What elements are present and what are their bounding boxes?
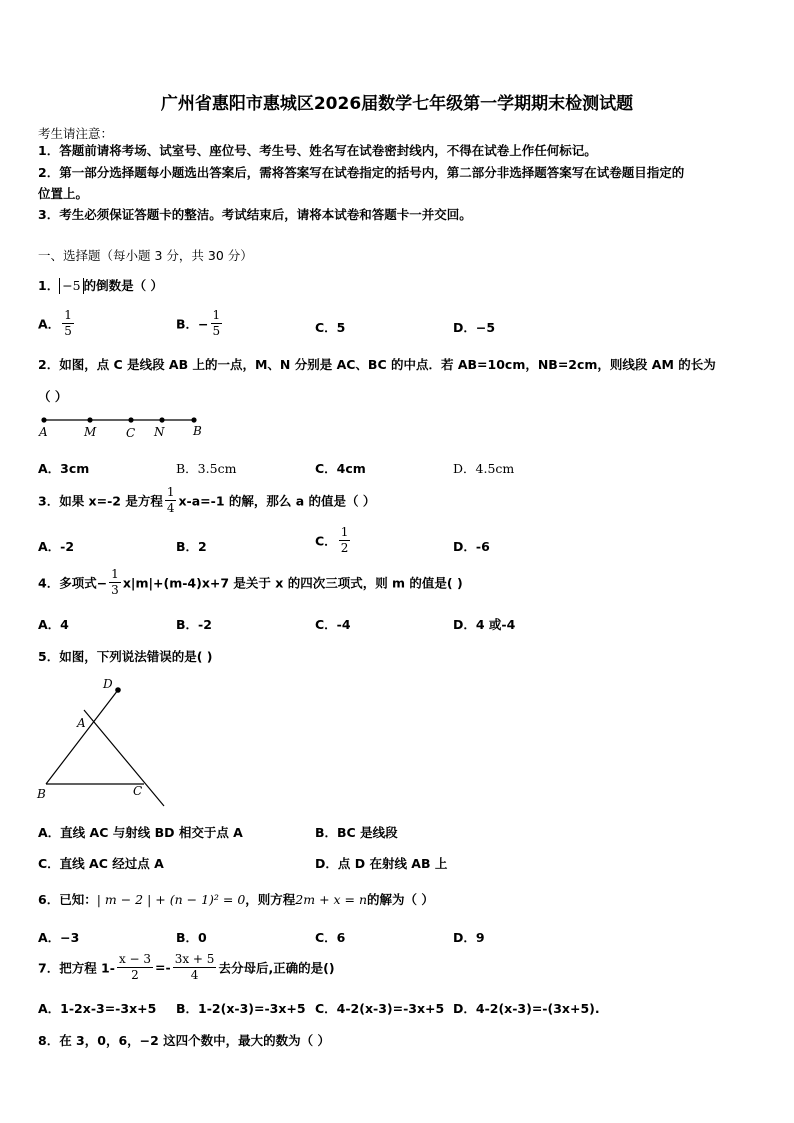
notice-item-2: 2．第一部分选择题每小题选出答案后，需将答案写在试卷指定的括号内，第二部分非选择题答案写在试卷题目指定的 <box>38 165 685 180</box>
point-label-m: M <box>84 425 97 439</box>
q4-option-d: D．4 或-4 <box>453 617 516 632</box>
q4-option-b: B．-2 <box>176 617 212 632</box>
q4-option-c: C．-4 <box>315 617 351 632</box>
point-label-c: C <box>133 784 143 798</box>
page-title: 广州省惠阳市惠城区2026届数学七年级第一学期期末检测试题 <box>160 94 634 114</box>
notice-item-3: 3．考生必须保证答题卡的整洁。考试结束后，请将本试卷和答题卡一并交回。 <box>38 207 472 222</box>
q1-option-c: C．5 <box>315 320 346 335</box>
notice-item-1: 1．答题前请将考场、试室号、座位号、考生号、姓名写在试卷密封线内，不得在试卷上作任何标记。 <box>38 143 597 158</box>
q2-option-d: D．4.5cm <box>453 461 515 476</box>
q7-option-c: C．4-2(x-3)=-3x+5 <box>315 1001 445 1016</box>
q1-option-b: B．− $\frac{1}{5}$ <box>176 308 221 338</box>
point-label-b: B <box>193 424 202 438</box>
q4-option-a: A．4 <box>38 617 69 632</box>
notice-heading: 考生请注意： <box>38 126 114 141</box>
q3-option-b: B．2 <box>176 539 207 554</box>
point-label-c: C <box>126 426 136 440</box>
q2-option-b: B．3.5cm <box>176 461 237 476</box>
q6-option-c: C．6 <box>315 930 346 945</box>
q3-option-c: C． $\frac{1}{2}$ <box>315 525 349 555</box>
point-label-a: A <box>39 425 48 439</box>
q2-option-c: C．4cm <box>315 461 366 476</box>
q5-option-b: B．BC 是线段 <box>315 825 398 840</box>
q5-option-c: C．直线 AC 经过点 A <box>38 856 164 871</box>
question-5: 5．如图，下列说法错误的是( ) <box>38 649 213 664</box>
point-label-b: B <box>37 787 46 801</box>
absolute-value: −5 <box>59 278 83 294</box>
question-text: 的倒数是（ ） <box>83 278 163 293</box>
q3-option-a: A．-2 <box>38 539 75 554</box>
question-8: 8．在 3，0，6，−2 这四个数中，最大的数为（ ） <box>38 1033 331 1048</box>
question-2-paren: （ ） <box>38 389 68 404</box>
notice-item-2-cont: 位置上。 <box>38 186 89 201</box>
q5-option-a: A．直线 AC 与射线 BD 相交于点 A <box>38 825 243 840</box>
q2-option-a: A．3cm <box>38 461 90 476</box>
question-6: 6．已知：| m − 2 | + (n − 1)² = 0，则方程2m + x = n的解为（ ） <box>38 892 434 907</box>
point-label-d: D <box>103 677 113 691</box>
question-4: 4．多项式− $\frac{1}{3}$ x|m|+(m-4)x+7 是关于 x 的四次三项式，则 m 的值是( ) <box>38 567 463 597</box>
q6-option-b: B．0 <box>176 930 207 945</box>
q5-option-d: D．点 D 在射线 AB 上 <box>315 856 448 871</box>
q7-option-b: B．1-2(x-3)=-3x+5 <box>176 1001 306 1016</box>
q1-option-d: D．−5 <box>453 320 496 335</box>
question-7: 7．把方程 1- $\frac{x - 3}{2}$ =- $\frac{3x + 5}{4}$ 去分母后,正确的是() <box>38 952 335 982</box>
point-label-n: N <box>154 425 165 439</box>
question-number: 1． <box>38 278 60 293</box>
q1-option-a: A． $\frac{1}{5}$ <box>38 308 72 338</box>
q6-equation: 2m + x = n <box>295 892 368 907</box>
question-2: 2．如图，点 C 是线段 AB 上的一点，M、N 分别是 AC、BC 的中点．若 AB=10cm，NB=2cm，则线段 AM 的长为 <box>38 357 716 372</box>
q3-option-d: D．-6 <box>453 539 490 554</box>
question-1 <box>38 276 163 294</box>
q6-condition: | m − 2 | + (n − 1)² = 0 <box>96 892 246 907</box>
triangle-diagram <box>34 672 174 812</box>
q7-option-d: D．4-2(x-3)=-(3x+5). <box>453 1001 600 1016</box>
q7-option-a: A．1-2x-3=-3x+5 <box>38 1001 157 1016</box>
section-heading: 一、选择题（每小题 3 分，共 30 分） <box>38 248 253 263</box>
point-label-a: A <box>77 716 86 730</box>
q6-option-a: A．−3 <box>38 930 80 945</box>
q6-option-d: D．9 <box>453 930 485 945</box>
segment-diagram <box>34 412 214 442</box>
question-3: 3．如果 x=-2 是方程 $\frac{1}{4}$ x-a=-1 的解，那么 a 的值是（ ） <box>38 485 376 515</box>
